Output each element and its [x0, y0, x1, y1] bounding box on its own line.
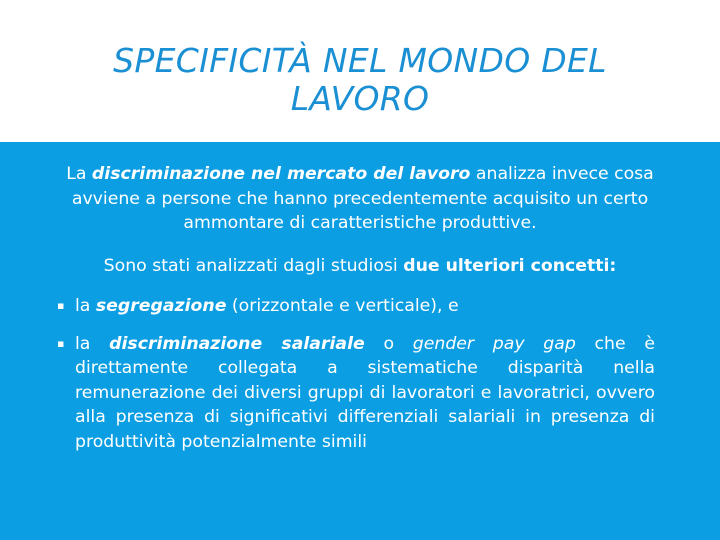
concepts-prefix: Sono stati analizzati dagli studiosi	[103, 256, 404, 276]
bullet-icon: ▪	[57, 299, 65, 312]
intro-prefix: La	[66, 164, 92, 184]
bullet-list	[57, 294, 655, 455]
intro-paragraph	[60, 162, 660, 236]
bullet-pre: la	[75, 333, 110, 354]
content-area	[0, 142, 720, 540]
slide-title: SPECIFICITÀ NEL MONDO DEL LAVORO	[113, 41, 607, 118]
bullet-item-discriminazione-salariale	[57, 332, 655, 455]
bullet-emphasis: discriminazione salariale	[109, 333, 365, 354]
bullet-emphasis: segregazione	[95, 296, 227, 316]
bullet-mid: o	[364, 333, 413, 354]
intro-emphasis: discriminazione nel mercato del lavoro	[91, 164, 471, 184]
bullet-item-segregazione	[57, 294, 655, 319]
intro-suffix: analizza invece cosa avviene a persone che hanno precedentemente acquisito un certo ammontare di caratteristiche produttive.	[71, 164, 654, 234]
concepts-emphasis: due ulteriori concetti:	[403, 256, 617, 276]
concepts-paragraph	[60, 254, 660, 278]
bullet-post: che è direttamente collegata a sistematiche disparità nella remunerazione dei diversi gruppi di lavoratori e lavoratrici, ovvero alla presenza di significativi differenziali salariali in presenza di produttività potenzialmente simili	[75, 333, 655, 452]
bullet-post: (orizzontale e verticale), e	[226, 296, 459, 316]
bullet-term: gender pay gap	[412, 333, 576, 354]
bullet-pre: la	[75, 296, 96, 316]
bullet-icon: ▪	[57, 336, 65, 350]
title-area	[0, 0, 720, 142]
